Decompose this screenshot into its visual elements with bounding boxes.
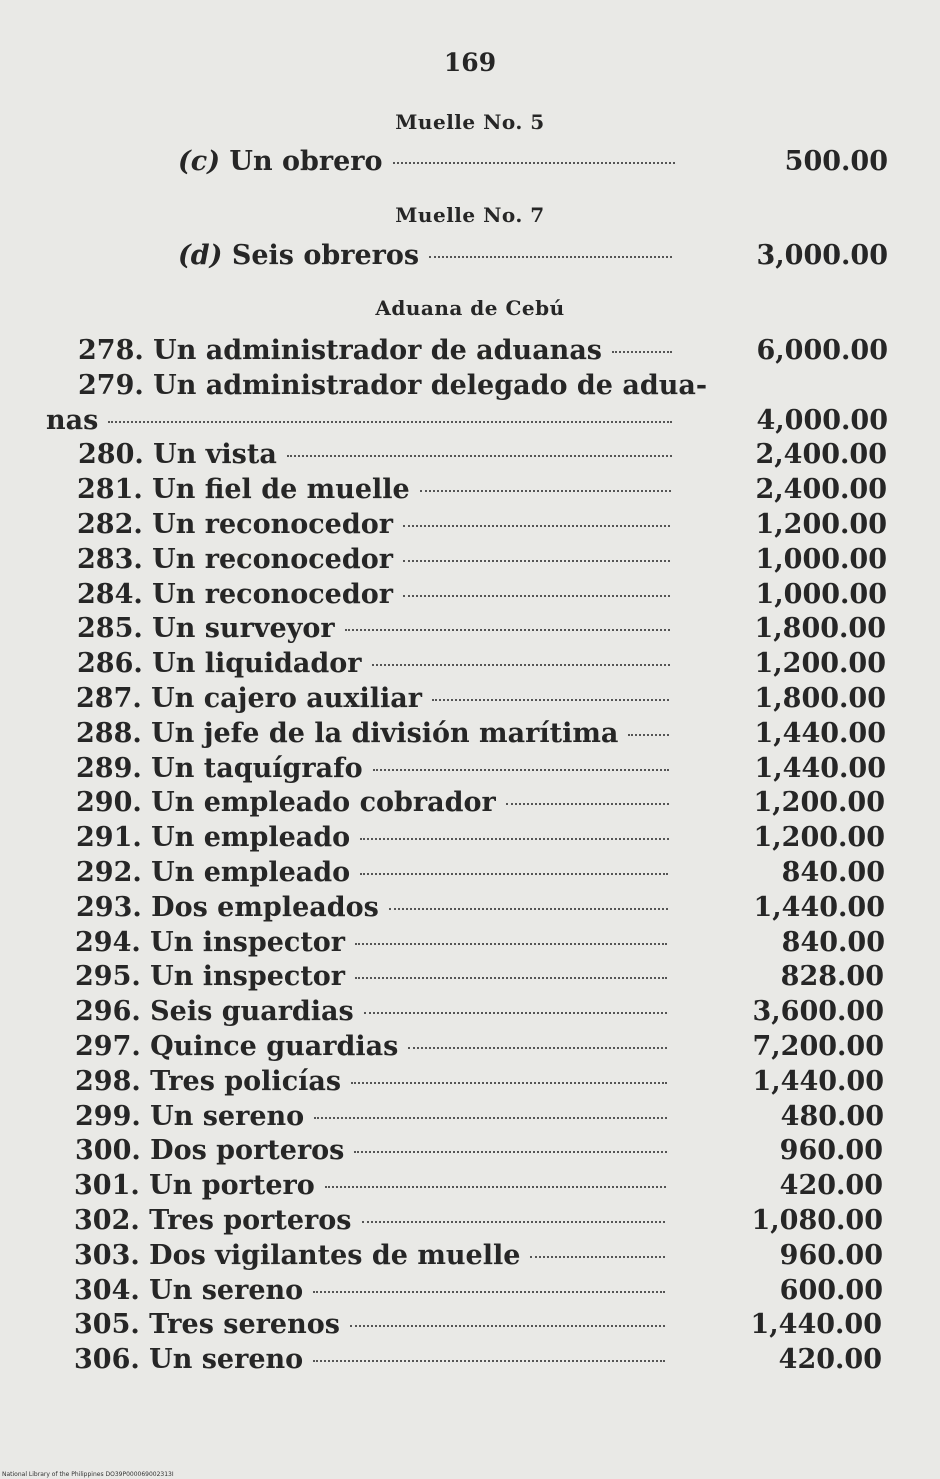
- item-amount: 3,600.00: [752, 996, 884, 1028]
- item-label: 302. Tres porteros: [74, 1205, 352, 1236]
- leader-dots: [360, 873, 668, 875]
- item-label: 295. Un inspector: [75, 961, 346, 993]
- leader-dots: [364, 1012, 667, 1014]
- item-label: (d) Seis obreros: [178, 240, 420, 271]
- line-item: [75, 1031, 884, 1065]
- line-item: [74, 1309, 882, 1343]
- line-item: [76, 752, 886, 787]
- item-label: 296. Seis guardias: [75, 996, 354, 1028]
- item-label: 298. Tres policías: [75, 1065, 342, 1097]
- leader-dots: [389, 908, 668, 910]
- item-label: 291. Un empleado: [76, 822, 351, 854]
- item-label: nas: [46, 404, 99, 436]
- line-item: [74, 1170, 883, 1204]
- item-amount: 2,400.00: [755, 439, 887, 471]
- item-amount: 1,080.00: [751, 1205, 883, 1236]
- item-label: 301. Un portero: [74, 1170, 315, 1202]
- item-label: 288. Un jefe de la división marítima: [76, 717, 619, 749]
- item-label: 294. Un inspector: [75, 926, 346, 958]
- leader-dots: [354, 1151, 667, 1153]
- item-amount: 1,440.00: [753, 891, 885, 923]
- item-amount: 1,440.00: [750, 1309, 882, 1341]
- item-label: 285. Un surveyor: [77, 613, 335, 645]
- line-item: [77, 648, 886, 682]
- leader-dots: [628, 734, 669, 736]
- line-item: [78, 369, 708, 404]
- leader-dots: [506, 803, 669, 805]
- leader-dots: [325, 1186, 666, 1188]
- item-label: 303. Dos vigilantes de muelle: [74, 1239, 521, 1271]
- item-amount: 1,440.00: [754, 752, 886, 784]
- item-amount: 1,200.00: [753, 822, 885, 854]
- line-item: [46, 404, 888, 439]
- item-amount: 6,000.00: [756, 335, 888, 366]
- line-item: [74, 1205, 883, 1239]
- item-amount: 1,440.00: [752, 1065, 884, 1097]
- leader-dots: [393, 162, 675, 164]
- item-amount: 420.00: [779, 1170, 883, 1202]
- leader-dots: [403, 595, 670, 597]
- leader-dots: [313, 1360, 665, 1362]
- line-item: [75, 1100, 884, 1135]
- item-label: 279. Un administrador delegado de adua-: [78, 369, 708, 401]
- leader-dots: [373, 769, 669, 771]
- item-amount: 4,000.00: [756, 404, 888, 436]
- line-item: [76, 822, 885, 856]
- item-label: 281. Un fiel de muelle: [77, 474, 410, 506]
- line-item: [78, 335, 888, 369]
- item-amount: 1,440.00: [754, 717, 886, 749]
- item-amount: 480.00: [780, 1100, 884, 1132]
- leader-dots: [355, 977, 667, 979]
- item-label: 287. Un cajero auxiliar: [76, 683, 422, 714]
- section-heading-muelle-5: Muelle No. 5: [395, 110, 545, 134]
- line-item: [75, 926, 885, 961]
- line-item: [76, 891, 885, 926]
- item-amount: 500.00: [784, 146, 888, 177]
- line-item: [77, 543, 887, 578]
- item-label: 304. Un sereno: [74, 1274, 304, 1306]
- item-amount: 600.00: [779, 1274, 883, 1306]
- item-label: (c) Un obrero: [178, 146, 383, 177]
- line-item: [75, 1135, 883, 1169]
- line-item: [77, 474, 887, 508]
- item-amount: 828.00: [780, 961, 884, 993]
- item-amount: 1,200.00: [755, 509, 887, 540]
- item-amount: 1,200.00: [754, 648, 886, 680]
- item-label: 282. Un reconocedor: [77, 509, 393, 540]
- leader-dots: [432, 699, 669, 701]
- item-amount: 1,000.00: [755, 543, 887, 575]
- leader-dots: [530, 1256, 665, 1258]
- leader-dots: [108, 421, 672, 423]
- line-item: [74, 1239, 883, 1274]
- item-label: 297. Quince guardias: [75, 1031, 399, 1062]
- item-amount: 1,200.00: [753, 787, 885, 819]
- section-heading-aduana-cebu: Aduana de Cebú: [375, 296, 565, 320]
- leader-dots: [350, 1325, 665, 1327]
- line-item: [77, 509, 887, 543]
- item-amount: 420.00: [778, 1344, 882, 1376]
- item-label: 300. Dos porteros: [75, 1135, 345, 1167]
- leader-dots: [429, 256, 672, 258]
- item-label: 278. Un administrador de aduanas: [78, 335, 603, 366]
- item-amount: 1,800.00: [754, 613, 886, 645]
- leader-dots: [287, 455, 672, 457]
- line-item: [76, 787, 885, 821]
- item-label: 286. Un liquidador: [77, 648, 362, 680]
- item-amount: 3,000.00: [756, 240, 888, 271]
- item-label: 293. Dos empleados: [76, 891, 379, 923]
- line-item: [78, 439, 887, 473]
- item-label: 289. Un taquígrafo: [76, 752, 363, 784]
- leader-dots: [408, 1047, 667, 1049]
- line-item: [75, 1065, 884, 1100]
- item-amount: 2,400.00: [755, 474, 887, 506]
- section-heading-muelle-7: Muelle No. 7: [395, 203, 545, 227]
- line-item: [77, 578, 887, 613]
- item-label: 292. Un empleado: [76, 857, 351, 888]
- line-item: [76, 717, 886, 752]
- leader-dots: [372, 664, 670, 666]
- line-item: [74, 1344, 882, 1378]
- leader-dots: [420, 490, 671, 492]
- leader-dots: [313, 1291, 665, 1293]
- leader-dots: [403, 560, 670, 562]
- leader-dots: [360, 838, 669, 840]
- item-amount: 7,200.00: [752, 1031, 884, 1062]
- item-label: 299. Un sereno: [75, 1100, 305, 1132]
- item-label: 284. Un reconocedor: [77, 578, 393, 610]
- footer-credit: National Library of the Philippines DO39P000069002313I: [2, 1471, 174, 1478]
- line-item: [75, 961, 884, 995]
- item-label: 290. Un empleado cobrador: [76, 787, 496, 819]
- item-amount: 960.00: [779, 1239, 883, 1271]
- item-amount: 1,000.00: [755, 578, 887, 610]
- item-amount: 1,800.00: [754, 683, 886, 714]
- leader-dots: [345, 629, 670, 631]
- leader-dots: [612, 351, 672, 353]
- item-label: 306. Un sereno: [74, 1344, 304, 1376]
- page-number: 169: [443, 48, 497, 77]
- item-amount: 960.00: [779, 1135, 883, 1167]
- leader-dots: [355, 943, 667, 945]
- item-amount: 840.00: [781, 857, 885, 888]
- item-amount: 840.00: [781, 926, 885, 958]
- muelle-7-item: [178, 240, 888, 274]
- item-label: 283. Un reconocedor: [77, 543, 393, 575]
- line-item: [77, 613, 886, 647]
- leader-dots: [362, 1221, 666, 1223]
- leader-dots: [314, 1117, 667, 1119]
- item-label: 280. Un vista: [78, 439, 277, 471]
- line-item: [76, 857, 885, 891]
- line-item: [74, 1274, 883, 1309]
- leader-dots: [403, 525, 670, 527]
- item-label: 305. Tres serenos: [74, 1309, 340, 1341]
- line-item: [75, 996, 884, 1030]
- muelle-5-item: [178, 146, 888, 180]
- line-item: [76, 683, 886, 717]
- leader-dots: [351, 1082, 667, 1084]
